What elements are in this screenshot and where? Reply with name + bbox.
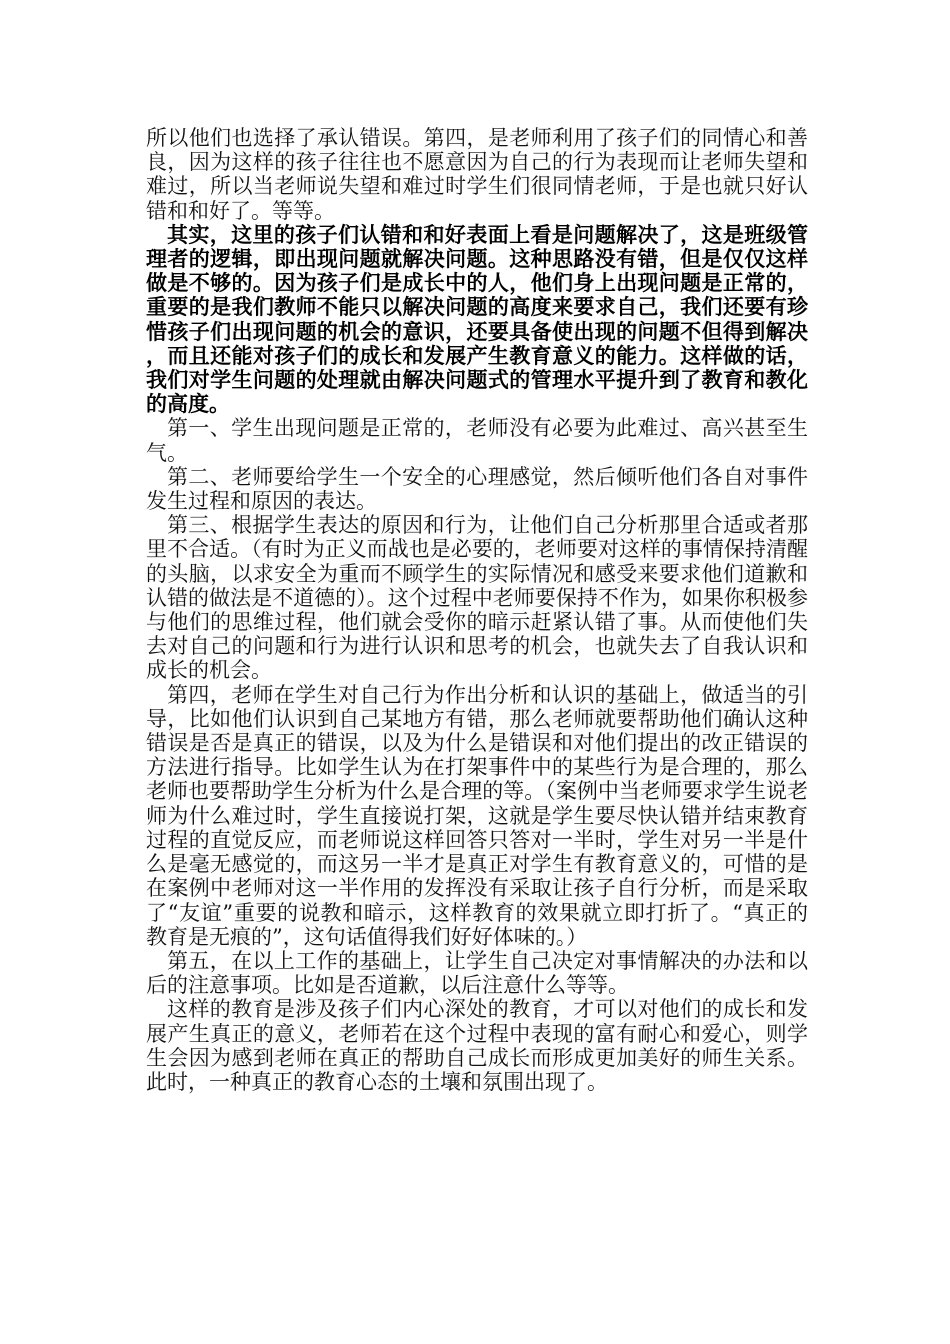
paragraph-5-point-three: 第三、根据学生表达的原因和行为，让他们自己分析那里合适或者那里不合适。（有时为正义而战也是必要的，老师要对这样的事情保持清醒的头脑，以求安全为重而不顾学生的实际情况和感受来要求他们道歉和认错的做法是不道德的）。这个过程中老师要保持不作为，如果你积极参与他们的思维过程，他们就会受你的暗示赶紧认错了事。从而使他们失去对自己的问题和行为进行认识和思考的机会，也就失去了自我认识和成长的机会。 bbox=[146, 513, 808, 683]
paragraph-3-point-one: 第一、学生出现问题是正常的，老师没有必要为此难过、高兴甚至生气。 bbox=[146, 416, 808, 465]
document-body bbox=[146, 126, 808, 1094]
paragraph-2-bold-summary: 其实，这里的孩子们认错和和好表面上看是问题解决了，这是班级管理者的逻辑，即出现问题就解决问题。这种思路没有错，但是仅仅这样做是不够的。因为孩子们是成长中的人，他们身上出现问题是正常的，重要的是我们教师不能只以解决问题的高度来要求自己，我们还要有珍惜孩子们出现问题的机会的意识，还要具备使出现的问题不但得到解决，而且还能对孩子们的成长和发展产生教育意义的能力。这样做的话，我们对学生问题的处理就由解决问题式的管理水平提升到了教育和教化的高度。 bbox=[146, 221, 808, 417]
paragraph-8-conclusion: 这样的教育是涉及孩子们内心深处的教育，才可以对他们的成长和发展产生真正的意义，老师若在这个过程中表现的富有耐心和爱心，则学生会因为感到老师在真正的帮助自己成长而形成更加美好的师生关系。此时，一种真正的教育心态的土壤和氛围出现了。 bbox=[146, 997, 808, 1094]
paragraph-6-point-four: 第四，老师在学生对自己行为作出分析和认识的基础上，做适当的引导，比如他们认识到自己某地方有错，那么老师就要帮助他们确认这种错误是否是真正的错误，以及为什么是错误和对他们提出的改正错误的方法进行指导。比如学生认为在打架事件中的某些行为是合理的，那么老师也要帮助学生分析为什么是合理的等。（案例中当老师要求学生说老师为什么难过时，学生直接说打架，这就是学生要尽快认错并结束教育过程的直觉反应，而老师说这样回答只答对一半时，学生对另一半是什么是毫无感觉的，而这另一半才是真正对学生有教育意义的，可惜的是在案例中老师对这一半作用的发挥没有采取让孩子自行分析，而是采取了“友谊”重要的说教和暗示，这样教育的效果就立即打折了。“真正的教育是无痕的”，这句话值得我们好好体味的。） bbox=[146, 682, 808, 949]
paragraph-7-point-five: 第五，在以上工作的基础上，让学生自己决定对事情解决的办法和以后的注意事项。比如是否道歉，以后注意什么等等。 bbox=[146, 948, 808, 998]
paragraph-4-point-two: 第二、老师要给学生一个安全的心理感觉，然后倾听他们各自对事件发生过程和原因的表达。 bbox=[146, 464, 808, 514]
paragraph-1: 所以他们也选择了承认错误。第四，是老师利用了孩子们的同情心和善良，因为这样的孩子往往也不愿意因为自己的行为表现而让老师失望和难过，所以当老师说失望和难过时学生们很同情老师，于是也就只好认错和和好了。等等。 bbox=[146, 126, 808, 223]
